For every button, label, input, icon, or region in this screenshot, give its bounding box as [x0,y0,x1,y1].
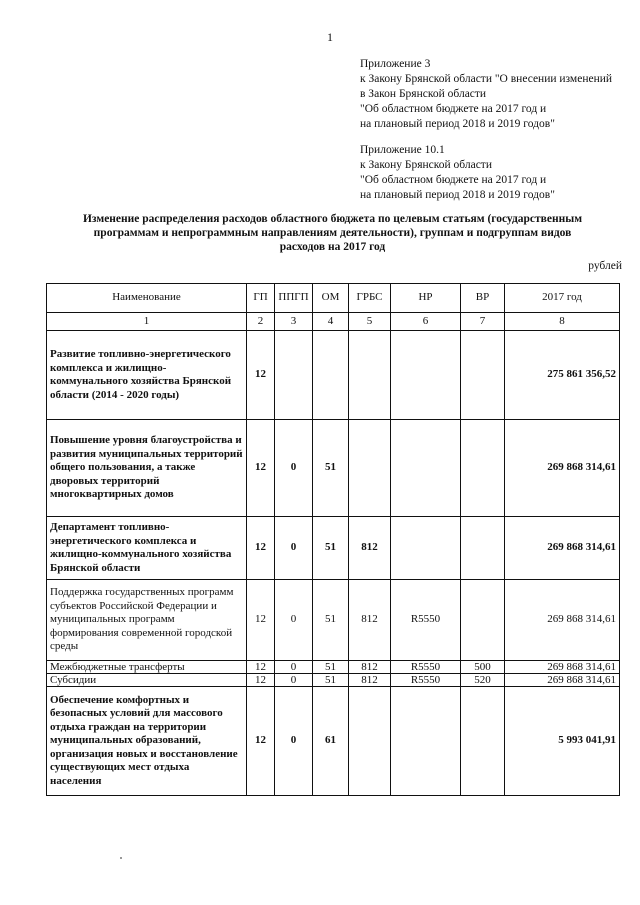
table-row [47,420,620,517]
row-vr [461,517,505,580]
row-om: 51 [313,517,349,580]
annex-line: к Закону Брянской области "О внесении изменений [360,73,613,85]
document-title [40,212,625,254]
row-grbs: 812 [349,517,391,580]
row-grbs: 812 [349,674,391,687]
row-name: Субсидии [47,674,247,687]
row-grbs: 812 [349,580,391,661]
table-row [47,687,620,796]
table-header-row [47,284,620,313]
table-row [47,331,620,420]
row-name: Межбюджетные трансферты [47,661,247,674]
row-nr [391,420,461,517]
row-name: Обеспечение комфортных и безопасных условий для массового отдыха граждан на территории муниципальных образований, организация новых и восстановление существующих мест отдыха населения [47,687,247,796]
scan-speck [120,857,122,859]
row-gp: 12 [247,687,275,796]
table-row [47,517,620,580]
index-cell: 3 [275,313,313,331]
row-grbs [349,687,391,796]
row-name: Повышение уровня благоустройства и развития муниципальных территорий общего пользования, а также дворовых территорий многоквартирных домов [47,420,247,517]
row-om: 51 [313,674,349,687]
row-vr: 500 [461,661,505,674]
row-ppgp: 0 [275,687,313,796]
row-grbs: 812 [349,661,391,674]
row-amount: 269 868 314,61 [505,674,620,687]
row-gp: 12 [247,517,275,580]
row-amount: 269 868 314,61 [505,580,620,661]
index-cell: 4 [313,313,349,331]
row-om: 51 [313,580,349,661]
row-gp: 12 [247,580,275,661]
annex-line: на плановый период 2018 и 2019 годов" [360,118,555,130]
row-vr [461,331,505,420]
index-cell: 7 [461,313,505,331]
row-ppgp: 0 [275,420,313,517]
row-name: Департамент топливно-энергетического комплекса и жилищно-коммунального хозяйства Брянской области [47,517,247,580]
row-name: Развитие топливно-энергетического комплекса и жилищно-коммунального хозяйства Брянской области (2014 - 2020 годы) [47,331,247,420]
row-amount: 5 993 041,91 [505,687,620,796]
table-row [47,580,620,661]
header-vr: ВР [461,284,505,313]
row-gp: 12 [247,331,275,420]
row-nr: R5550 [391,661,461,674]
annex-line: Приложение 3 [360,58,431,70]
row-nr [391,517,461,580]
annex-line: Приложение 10.1 [360,144,445,156]
table-row [47,674,620,687]
budget-table [46,283,620,796]
row-amount: 275 861 356,52 [505,331,620,420]
row-nr [391,331,461,420]
row-ppgp: 0 [275,674,313,687]
row-ppgp: 0 [275,661,313,674]
row-om: 51 [313,420,349,517]
title-line: Изменение распределения расходов областного бюджета по целевым статьям (государственным [82,213,583,225]
annex-line: "Об областном бюджете на 2017 год и [360,174,547,186]
header-nr: НР [391,284,461,313]
row-grbs [349,331,391,420]
row-vr: 520 [461,674,505,687]
row-gp: 12 [247,674,275,687]
column-index-row [47,313,620,331]
page-number: 1 [327,30,333,44]
header-gp: ГП [247,284,275,313]
row-gp: 12 [247,420,275,517]
row-gp: 12 [247,661,275,674]
row-ppgp: 0 [275,517,313,580]
title-line: программам и непрограммным направлениям деятельности), группам и подгруппам видов [93,227,572,239]
row-om: 61 [313,687,349,796]
table-row [47,661,620,674]
header-ppgp: ППГП [275,284,313,313]
header-year: 2017 год [505,284,620,313]
row-amount: 269 868 314,61 [505,517,620,580]
index-cell: 8 [505,313,620,331]
row-grbs [349,420,391,517]
annex-3-header [360,57,630,132]
annex-line: "Об областном бюджете на 2017 год и [360,103,547,115]
row-vr [461,580,505,661]
row-ppgp: 0 [275,580,313,661]
title-line: расходов на 2017 год [279,241,386,253]
row-nr [391,687,461,796]
currency-unit: рублей [588,260,622,272]
row-ppgp [275,331,313,420]
row-om: 51 [313,661,349,674]
annex-line: в Закон Брянской области [360,88,487,100]
row-nr: R5550 [391,580,461,661]
index-cell: 6 [391,313,461,331]
row-om [313,331,349,420]
row-amount: 269 868 314,61 [505,661,620,674]
row-vr [461,687,505,796]
index-cell: 2 [247,313,275,331]
header-grbs: ГРБС [349,284,391,313]
index-cell: 5 [349,313,391,331]
row-nr: R5550 [391,674,461,687]
annex-line: на плановый период 2018 и 2019 годов" [360,189,555,201]
row-vr [461,420,505,517]
row-name: Поддержка государственных программ субъектов Российской Федерации и муниципальных программ формирования современной городской среды [47,580,247,661]
index-cell: 1 [47,313,247,331]
annex-10-1-header [360,143,630,203]
header-name: Наименование [47,284,247,313]
row-amount: 269 868 314,61 [505,420,620,517]
annex-line: к Закону Брянской области [360,159,492,171]
header-om: ОМ [313,284,349,313]
